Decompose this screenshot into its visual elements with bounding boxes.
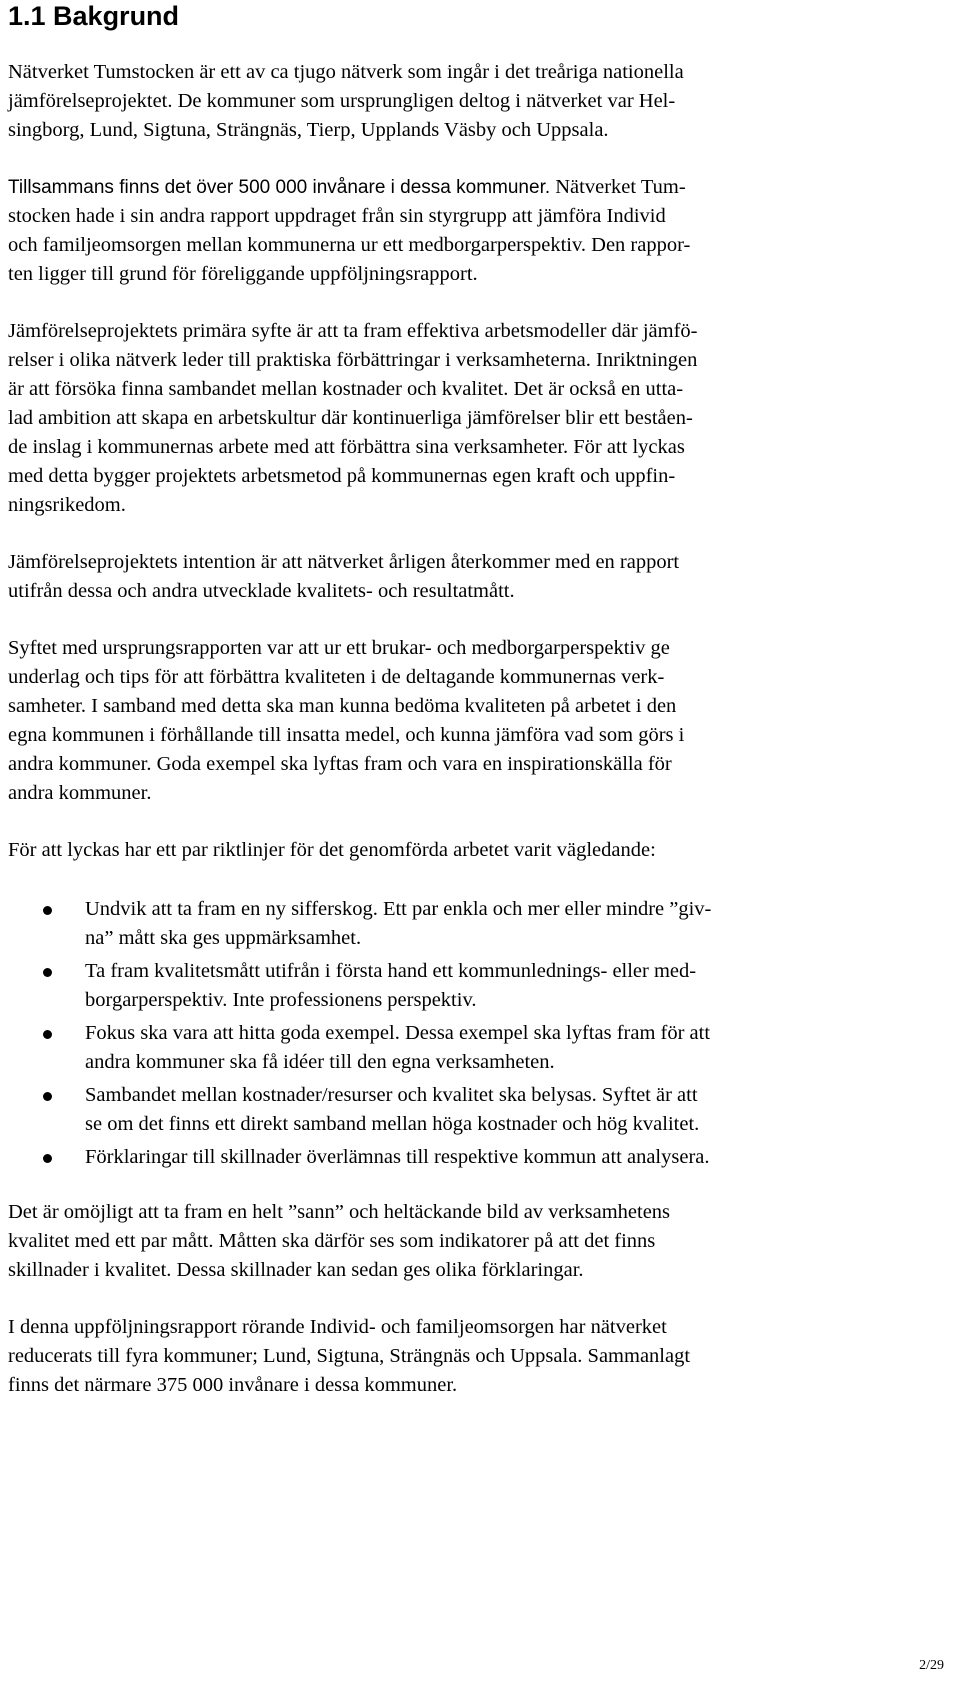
text-line: med detta bygger projektets arbetsmetod på kommunernas egen kraft och uppfin- <box>8 465 676 487</box>
paragraph-7 <box>8 1198 928 1285</box>
text-line: Jämförelseprojektets intention är att nätverket årligen återkommer med en rapport <box>8 551 680 573</box>
sans-text: Tillsammans finns det över 500 000 invånare i dessa kommuner. <box>8 177 551 198</box>
text-line: Nätverket Tumstocken är ett av ca tjugo nätverk som ingår i det treåriga nationella <box>8 61 684 83</box>
text-line: na” mått ska ges uppmärksamhet. <box>85 927 362 949</box>
text-line: Syftet med ursprungsrapporten var att ur ett brukar- och medborgarperspektiv ge <box>8 637 670 659</box>
text-line: se om det finns ett direkt samband mellan höga kostnader och hög kvalitet. <box>85 1113 700 1135</box>
text-line: ningsrikedom. <box>8 494 126 516</box>
paragraph-2 <box>8 173 928 289</box>
text-line: jämförelseprojektet. De kommuner som ursprungligen deltog i nätverket var Hel- <box>8 90 676 112</box>
paragraph-4 <box>8 548 928 606</box>
text-line <box>8 173 928 202</box>
section-heading: 1.1 Bakgrund <box>8 1 180 31</box>
paragraph-3 <box>8 317 928 520</box>
text-line: Förklaringar till skillnader överlämnas till respektive kommun att analysera. <box>85 1146 710 1168</box>
text-line: relser i olika nätverk leder till praktiska förbättringar i verksamheterna. Inriktningen <box>8 349 698 371</box>
text-line: lad ambition att skapa en arbetskultur där kontinuerliga jämförelser blir ett beståen- <box>8 407 693 429</box>
text-line: ten ligger till grund för föreliggande uppföljningsrapport. <box>8 263 478 285</box>
list-item <box>8 1143 928 1172</box>
text-line: egna kommunen i förhållande till insatta medel, och kunna jämföra vad som görs i <box>8 724 685 746</box>
bullet-icon <box>43 1030 52 1039</box>
text-line: skillnader i kvalitet. Dessa skillnader kan sedan ges olika förklaringar. <box>8 1259 584 1281</box>
text-line: Sambandet mellan kostnader/resurser och kvalitet ska belysas. Syftet är att <box>85 1084 698 1106</box>
paragraph-8 <box>8 1313 928 1400</box>
paragraph-1 <box>8 58 928 145</box>
text-line: För att lyckas har ett par riktlinjer för det genomförda arbetet varit vägledande: <box>8 839 656 861</box>
text-line: underlag och tips för att förbättra kvaliteten i de deltagande kommunernas verk- <box>8 666 665 688</box>
text-line: utifrån dessa och andra utvecklade kvalitets- och resultatmått. <box>8 580 515 602</box>
list-item <box>8 895 928 953</box>
text-line: borgarperspektiv. Inte professionens perspektiv. <box>85 989 477 1011</box>
text-line: är att försöka finna sambandet mellan kostnader och kvalitet. Det är också en utta- <box>8 378 684 400</box>
page-number: 2/29 <box>919 1658 944 1673</box>
list-item <box>8 1081 928 1139</box>
text-line: andra kommuner ska få idéer till den egna verksamheten. <box>85 1051 555 1073</box>
text-line: och familjeomsorgen mellan kommunerna ur ett medborgarperspektiv. Den rappor- <box>8 234 691 256</box>
text-line: Ta fram kvalitetsmått utifrån i första hand ett kommunlednings- eller med- <box>85 960 697 982</box>
bullet-icon <box>43 968 52 977</box>
text-line: andra kommuner. <box>8 782 152 804</box>
text-fragment: Nätverket Tum- <box>550 176 686 198</box>
text-line: stocken hade i sin andra rapport uppdraget från sin styrgrupp att jämföra Individ <box>8 205 666 227</box>
bullet-icon <box>43 906 52 915</box>
text-line: I denna uppföljningsrapport rörande Individ- och familjeomsorgen har nätverket <box>8 1316 667 1338</box>
text-line: andra kommuner. Goda exempel ska lyftas fram och vara en inspirationskälla för <box>8 753 672 775</box>
text-line: Undvik att ta fram en ny sifferskog. Ett par enkla och mer eller mindre ”giv- <box>85 898 712 920</box>
list-item <box>8 957 928 1015</box>
paragraph-5 <box>8 634 928 808</box>
document-page <box>8 0 928 1400</box>
text-line: finns det närmare 375 000 invånare i dessa kommuner. <box>8 1374 458 1396</box>
text-line: kvalitet med ett par mått. Måtten ska därför ses som indikatorer på att det finns <box>8 1230 656 1252</box>
paragraph-6 <box>8 836 928 865</box>
list-item <box>8 1019 928 1077</box>
text-line: Det är omöjligt att ta fram en helt ”sann” och heltäckande bild av verksamhetens <box>8 1201 671 1223</box>
text-line: samheter. I samband med detta ska man kunna bedöma kvaliteten på arbetet i den <box>8 695 677 717</box>
bullet-icon <box>43 1154 52 1163</box>
text-line: de inslag i kommunernas arbete med att förbättra sina verksamheter. För att lyckas <box>8 436 685 458</box>
text-line: Fokus ska vara att hitta goda exempel. Dessa exempel ska lyftas fram för att <box>85 1022 711 1044</box>
text-line: reducerats till fyra kommuner; Lund, Sigtuna, Strängnäs och Uppsala. Sammanlagt <box>8 1345 691 1367</box>
guideline-list <box>8 895 928 1172</box>
bullet-icon <box>43 1092 52 1101</box>
text-line: singborg, Lund, Sigtuna, Strängnäs, Tierp, Upplands Väsby och Uppsala. <box>8 119 609 141</box>
text-line: Jämförelseprojektets primära syfte är att ta fram effektiva arbetsmodeller där jämfö- <box>8 320 698 342</box>
